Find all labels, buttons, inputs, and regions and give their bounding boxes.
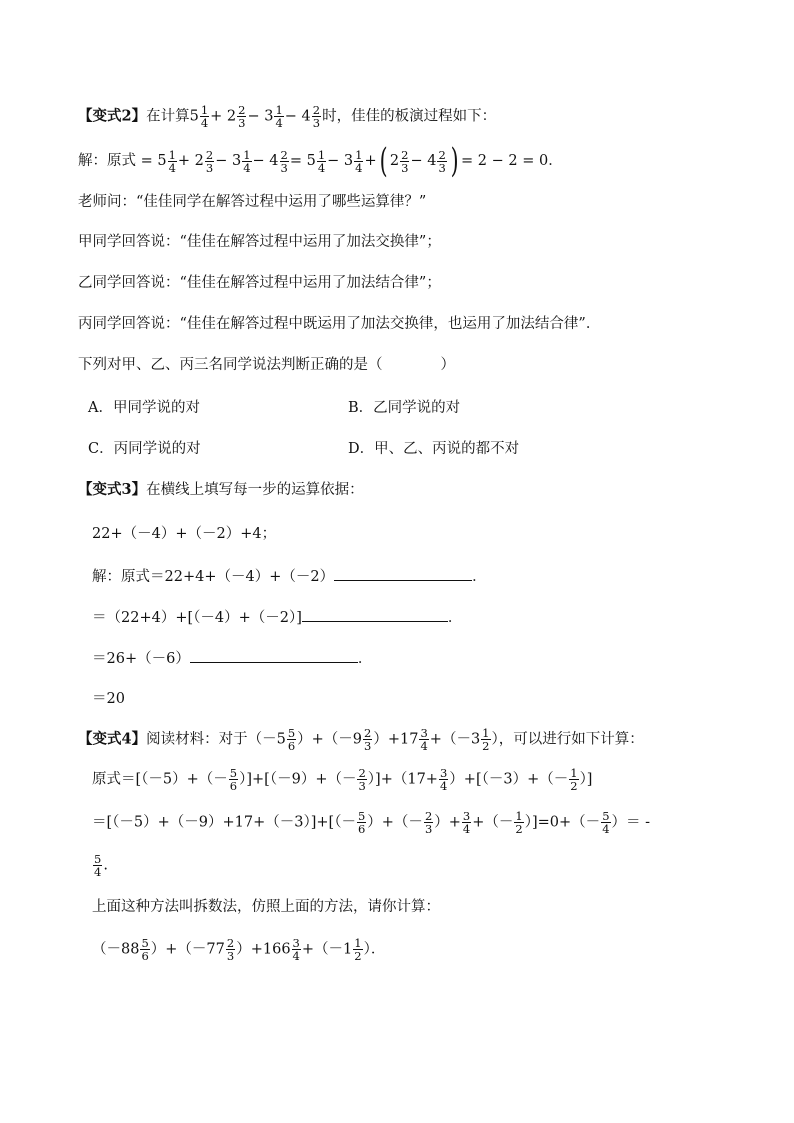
step3-text: ＝26+（－6） [92, 651, 190, 667]
variant2-solution: 解：原式 = 5 $\frac{1}{4}$ + 2 $\frac{2}{3}$ − 3 $\frac{1}{4}$ − 4 $\frac{2}{3}$ = 5 $\frac{1}{4}$ − 3 $\frac{1}{4}$ +( 2 $\frac{2}{3}$ − 4 $\frac{2}{3}$ ) = 2 − 2 = 0． [78, 141, 563, 181]
variant4-original: 原式＝[（－5）+（－ $\frac{5}{6}$ ）]+[（－9）+（－ $\frac{2}{3}$ ）]+（17+ $\frac{3}{4}$ ）+[（－3）+（－ $\frac{1}{2}$ ）] [92, 766, 593, 793]
variant3-header [78, 480, 364, 500]
variant2-header: 【变式2】在计算5 $\frac{1}{4}$ + 2 $\frac{2}{3}$ − 3 $\frac{1}{4}$ − 4 $\frac{2}{3}$ 时，佳佳的板演过程如下： [78, 103, 497, 130]
final-period: ． [370, 941, 386, 958]
variant2-after: 时，佳佳的板演过程如下： [322, 108, 497, 125]
step1-period: ． [472, 569, 487, 585]
variant4-intro-end: ，可以进行如下计算： [498, 731, 644, 748]
regroup-result: =0+（－ [537, 814, 601, 831]
step2-period: ． [447, 610, 463, 626]
step1-text: 解：原式＝22+4+（－4）+（－2） [92, 569, 335, 585]
variant3-step3 [92, 648, 372, 669]
variant3-step2 [92, 607, 462, 628]
option-c: C．丙同学说的对 [88, 441, 201, 457]
variant4-header: 【变式4】阅读材料：对于（－5 $\frac{5}{6}$ ）+（－9 $\frac{2}{3}$ ）+17 $\frac{3}{4}$ +（－3 $\frac{1}{2}$ ），可以进行如下计算： [78, 726, 644, 753]
variant4-regroup: ＝[（－5）+（－9）+17+（－3）]+[（－ $\frac{5}{6}$ ）+（－ $\frac{2}{3}$ ）+ $\frac{3}{4}$ +（－ $\frac{1}{2}$ ）]=0+（－ $\frac{5}{4}$ ）＝ - [92, 809, 651, 836]
variant4-method: 上面这种方法叫拆数法，仿照上面的方法，请你计算： [92, 899, 440, 915]
original-label: 原式＝ [92, 771, 136, 788]
step3-blank[interactable] [190, 648, 358, 663]
regroup-eq: ）＝ - [611, 814, 651, 831]
variant3-expression: 22+（－4）+（－2）+4； [92, 526, 277, 542]
step2-text: ＝（22+4）+[（－4）+（－2）] [92, 610, 302, 626]
option-a: A．甲同学说的对 [88, 400, 200, 416]
choice-question: 下列对甲、乙、丙三名同学说法判断正确的是（ ） [78, 357, 455, 373]
variant4-final: （－88 $\frac{5}{6}$ ）+（－77 $\frac{2}{3}$ ）+166 $\frac{3}{4}$ +（－1 $\frac{1}{2}$ ）． [92, 936, 386, 963]
variant2-tag: 【变式2】 [78, 107, 147, 125]
student-b-answer: 乙同学回答说：“佳佳在解答过程中运用了加法结合律”； [78, 275, 441, 291]
solution-result: = 2 − 2 = 0． [461, 153, 563, 169]
variant2-intro: 在计算 [146, 108, 190, 125]
student-a-answer: 甲同学回答说：“佳佳在解答过程中运用了加法交换律”； [78, 234, 441, 250]
option-d: D．甲、乙、丙说的都不对 [348, 441, 520, 457]
variant4-result: $\frac{5}{4}$ . [94, 852, 108, 879]
solution-label: 解：原式 [78, 153, 136, 169]
variant4-intro: 阅读材料：对于 [146, 731, 248, 748]
step3-period: ． [357, 651, 373, 667]
variant3-tag: 【变式3】 [78, 481, 147, 498]
teacher-question: 老师问：“佳佳同学在解答过程中运用了哪些运算律？” [78, 194, 427, 210]
variant3-step1 [92, 566, 487, 587]
option-b: B．乙同学说的对 [348, 400, 461, 416]
step2-blank[interactable] [302, 607, 448, 622]
variant3-step4: ＝20 [92, 691, 125, 707]
variant4-tag: 【变式4】 [78, 730, 147, 748]
step1-blank[interactable] [334, 566, 472, 581]
variant3-intro: 在横线上填写每一步的运算依据： [146, 482, 364, 498]
student-c-answer: 丙同学回答说：“佳佳在解答过程中既运用了加法交换律，也运用了加法结合律”． [78, 316, 601, 332]
